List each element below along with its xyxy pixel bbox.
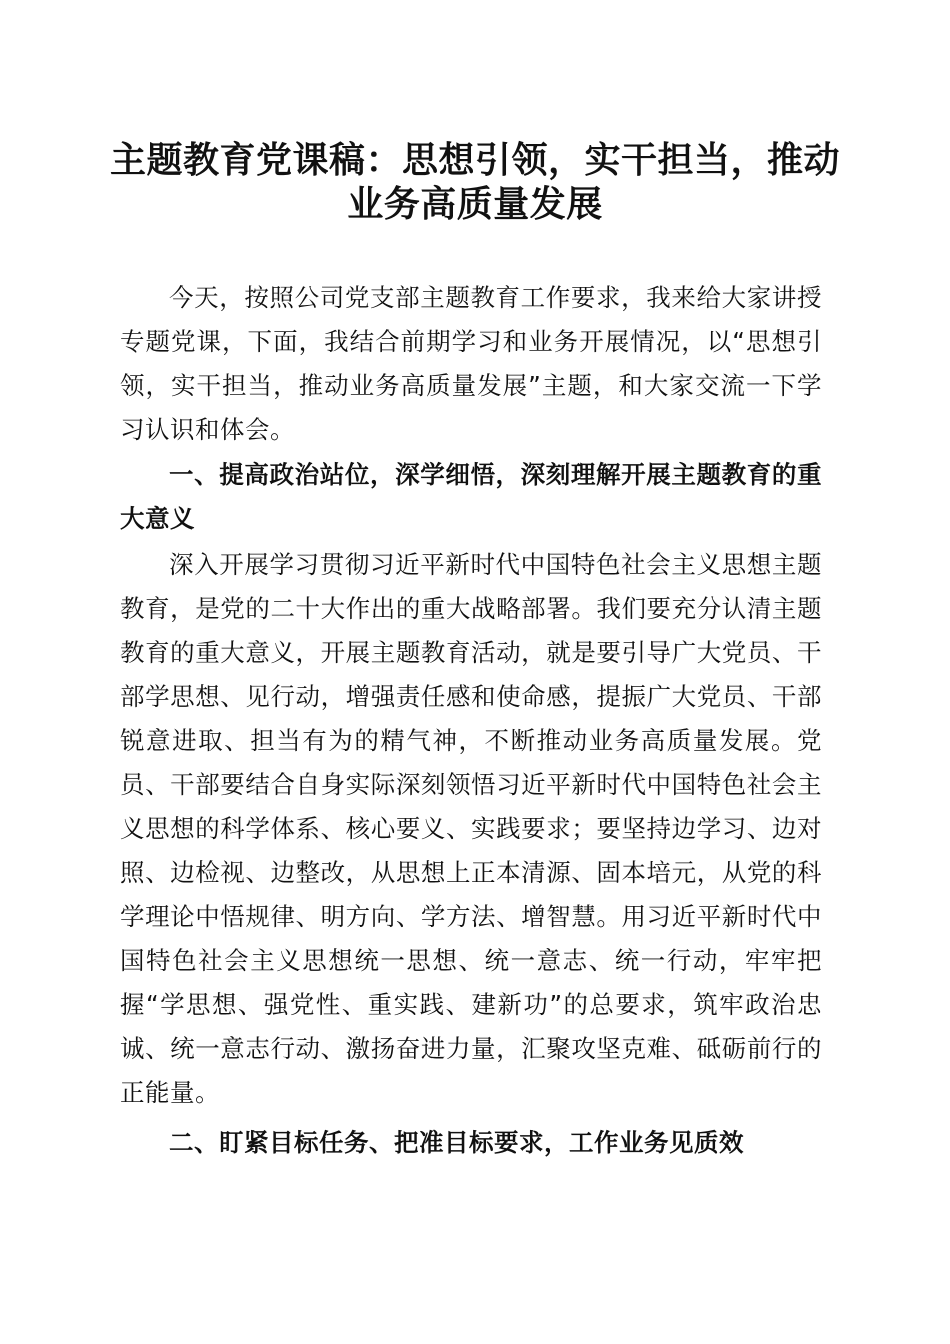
section-body-1: 深入开展学习贯彻习近平新时代中国特色社会主义思想主题教育，是党的二十大作出的重大战略部署。我们要充分认清主题教育的重大意义，开展主题教育活动，就是要引导广大党员、干部学思想、见行动，增强责任感和使命感，提振广大党员、干部锐意进取、担当有为的精气神，不断推动业务高质量发展。党员、干部要结合自身实际深刻领悟习近平新时代中国特色社会主义思想的科学体系、核心要义、实践要求；要坚持边学习、边对照、边检视、边整改，从思想上正本清源、固本培元，从党的科学理论中悟规律、明方向、学方法、增智慧。用习近平新时代中国特色社会主义思想统一思想、统一意志、统一行动，牢牢把握“学思想、强党性、重实践、建新功”的总要求，筑牢政治忠诚、统一意志行动、激扬奋进力量，汇聚攻坚克难、砥砺前行的正能量。 — [120, 550, 822, 1107]
section-heading-2: 二、盯紧目标任务、把准目标要求，工作业务见质效 — [169, 1128, 744, 1157]
intro-paragraph: 今天，按照公司党支部主题教育工作要求，我来给大家讲授专题党课，下面，我结合前期学习和业务开展情况，以“思想引领，实干担当，推动业务高质量发展”主题，和大家交流一下学习认识和体会。 — [120, 283, 822, 444]
document-title-line-2: 业务高质量发展 — [347, 183, 603, 225]
document-title-line-1: 主题教育党课稿：思想引领，实干担当，推动 — [110, 139, 841, 181]
section-heading-1: 一、提高政治站位，深学细悟，深刻理解开展主题教育的重大意义 — [120, 460, 822, 533]
